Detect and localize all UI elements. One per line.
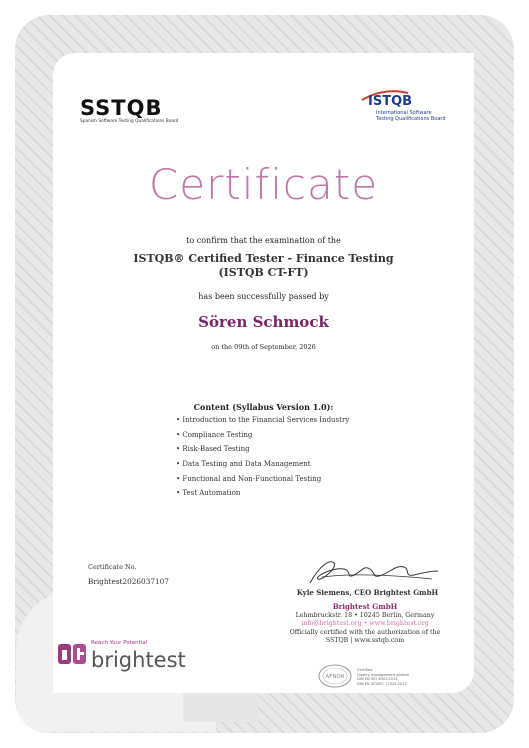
iso-line: Certified bbox=[357, 668, 373, 672]
company-address bbox=[275, 603, 455, 646]
brightest-logo-icon bbox=[58, 642, 88, 670]
company-name: Brightest GmbH bbox=[332, 602, 398, 611]
company-web: info@brightest.org • www.brightest.org bbox=[301, 620, 429, 627]
course-title-line-2: (ISTQB CT-FT) bbox=[218, 266, 309, 279]
list-item: • Test Automation bbox=[176, 489, 241, 498]
list-item: • Introduction to the Financial Services Industry bbox=[176, 416, 350, 424]
course-title bbox=[53, 252, 474, 280]
sstqb-logo: SSTQB bbox=[80, 96, 163, 120]
iso-line: Quality management system bbox=[357, 672, 410, 677]
content-list bbox=[176, 416, 349, 504]
exam-date: on the 09th of September, 2026 bbox=[211, 343, 316, 351]
certificate-paper bbox=[53, 53, 474, 693]
istqb-logo: ISTQB bbox=[368, 94, 413, 109]
course-title-line-1: ISTQB® Certified Tester - Finance Testing bbox=[133, 252, 394, 265]
brand-tagline: Reach Your Potential bbox=[91, 640, 148, 646]
certificate-number: Brightest2026037107 bbox=[88, 577, 169, 586]
istqb-subtitle-line-1: International Software bbox=[376, 110, 432, 116]
iso-line: DIN EN ISO/IEC 17024:2012 bbox=[357, 681, 407, 686]
sstqb-subtitle: Spanish Software Testing Qualifications Board bbox=[80, 119, 179, 124]
istqb-subtitle bbox=[376, 110, 466, 122]
iso-badge-text: AFNOR bbox=[325, 674, 345, 680]
iso-line: DIN EN ISO 9001:2015 bbox=[357, 677, 398, 682]
content-title: Content (Syllabus Version 1.0): bbox=[193, 402, 334, 412]
brand-wordmark: brightest bbox=[91, 648, 186, 672]
list-item: • Risk-Based Testing bbox=[176, 445, 250, 454]
authorization-link: SSTQB | www.sstqb.com bbox=[325, 637, 405, 644]
iso-badge-icon bbox=[318, 664, 352, 692]
list-item: • Compliance Testing bbox=[176, 430, 253, 439]
authorization-text: Officially certified with the authorization of the bbox=[289, 628, 441, 636]
recipient-name: Sören Schmock bbox=[198, 313, 329, 331]
certificate-number-label: Certificate No. bbox=[88, 563, 137, 571]
list-item: • Data Testing and Data Management bbox=[176, 460, 311, 469]
istqb-subtitle-line-2: Testing Qualifications Board bbox=[376, 116, 446, 122]
list-item: • Functional and Non-Functional Testing bbox=[176, 474, 322, 483]
certificate-title: Certificate bbox=[148, 160, 379, 209]
passed-text: has been successfully passed by bbox=[198, 292, 329, 301]
signatory-name: Kyle Siemens, CEO Brightest GmbH bbox=[296, 588, 439, 597]
confirm-text: to confirm that the examination of the bbox=[186, 236, 341, 245]
iso-certification-text bbox=[357, 668, 409, 686]
company-street: Lehmbruckstr. 18 • 10245 Berlin, Germany bbox=[295, 611, 435, 619]
